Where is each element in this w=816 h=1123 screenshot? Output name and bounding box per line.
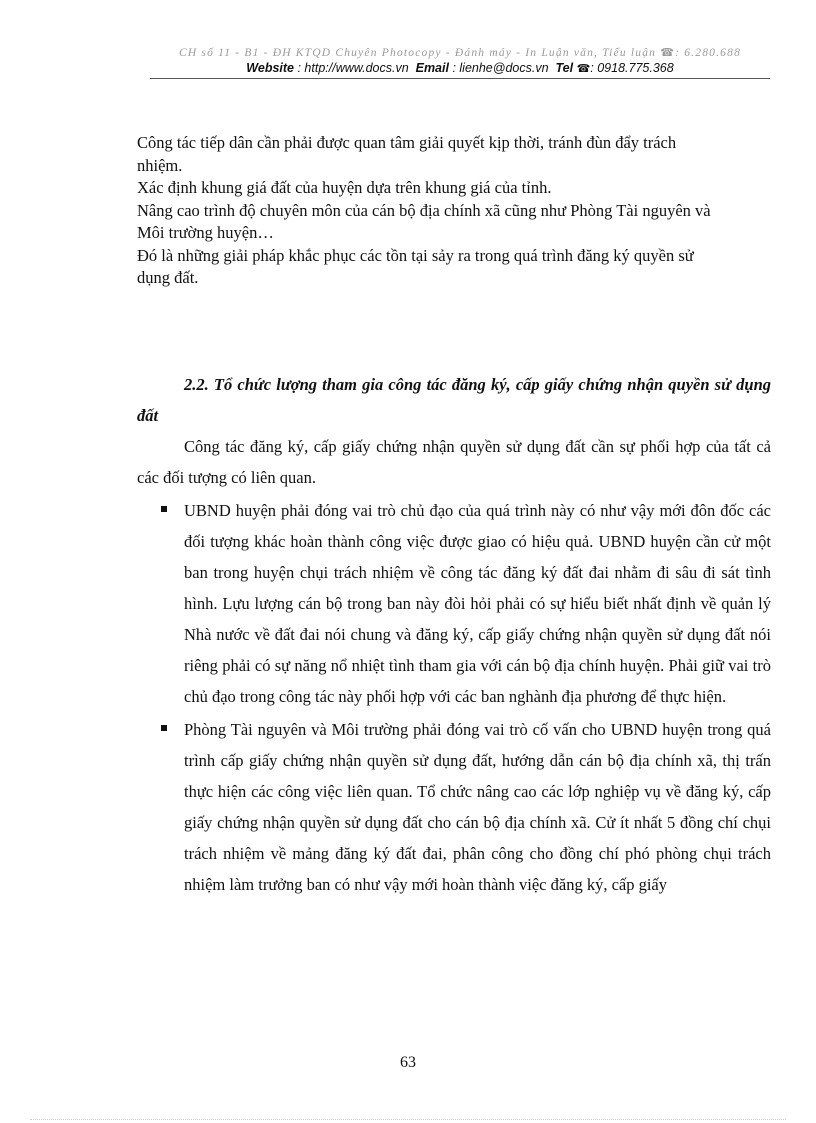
- list-item-text: UBND huyện phải đóng vai trò chủ đạo của quá trình này có như vậy mới đôn đốc các đối tượng khác hoàn thành công việc được giao có hiệu quả. UBND huyện cần cử một ban trong huyện chụi trách nhiệm về công tác đăng ký đất đai nhằm đi sâu đi sát tình hình. Lựu lượng cán bộ trong ban này đòi hỏi phải có sự hiểu biết nhất định về quản lý Nhà nước về đất đai nói chung và đăng ký, cấp giấy chứng nhận quyền sử dụng đất nói riêng phải có sự năng nổ nhiệt tình tham gia với cán bộ địa chính huyện. Phải giữ vai trò chủ đạo trong công tác này phối hợp với các ban nghành địa phương để thực hiện.: [184, 501, 771, 706]
- section-intro: Công tác đăng ký, cấp giấy chứng nhận quyền sử dụng đất cần sự phối hợp của tất cả các đối tượng có liên quan.: [137, 437, 771, 487]
- list-item: [137, 714, 771, 900]
- phone-icon: ☎: [576, 63, 591, 75]
- bullet-list: [137, 495, 771, 900]
- solution-line: Xác định khung giá đất của huyện dựa trên khung giá của tỉnh.: [137, 178, 552, 197]
- list-item-text: Phòng Tài nguyên và Môi trường phải đóng vai trò cố vấn cho UBND huyện trong quá trình cấp giấy chứng nhận quyền sử dụng đất, hướng dẫn cán bộ địa chính xã, thị trấn thực hiện các công việc liên quan. Tổ chức nâng cao các lớp nghiệp vụ về đăng ký, cấp giấy chứng nhận quyền sử dụng đất cho cán bộ địa chính xã. Cử ít nhất 5 đồng chí chụi trách nhiệm về mảng đăng ký đất đai, phân công cho đồng chí phó phòng chụi trách nhiệm làm trưởng ban có như vậy mới hoàn thành việc đăng ký, cấp giấy: [184, 720, 771, 894]
- solution-line: Nâng cao trình độ chuyên môn của cán bộ địa chính xã cũng như Phòng Tài nguyên và Môi trường huyện…: [137, 200, 711, 242]
- website-label: Website: [246, 61, 294, 75]
- footer-divider: [30, 1119, 786, 1120]
- solution-line: Đó là những giải pháp khắc phục các tồn tại sảy ra trong quá trình đăng ký quyền sử dụng đất.: [137, 245, 694, 287]
- header-address-text: CH số 11 - B1 - ĐH KTQD Chuyên Photocopy - Đánh máy - In Luận văn, Tiểu luận: [178, 47, 657, 59]
- page-number: 63: [400, 1054, 416, 1071]
- email-label: Email: [415, 61, 449, 75]
- tel-label: Tel: [555, 61, 574, 75]
- header-contact-line: [150, 61, 770, 77]
- header-address-line: [150, 46, 770, 61]
- solutions-paragraph: [137, 132, 717, 290]
- website-value[interactable]: : http://www.docs.vn: [297, 61, 409, 75]
- bullet-square-icon: [161, 506, 167, 512]
- section-2-2: [137, 369, 771, 900]
- header-phone-text: : 6.280.688: [675, 47, 742, 59]
- header-divider: [150, 78, 770, 79]
- tel-value: : 0918.775.368: [590, 61, 674, 75]
- section-heading: 2.2. Tổ chức lượng tham gia công tác đăng ký, cấp giấy chứng nhận quyền sử dụng đất: [137, 375, 771, 425]
- page-header: [150, 46, 770, 77]
- phone-icon: ☎: [660, 47, 676, 59]
- list-item: [137, 495, 771, 712]
- bullet-square-icon: [161, 725, 167, 731]
- solution-line: Công tác tiếp dân cần phải được quan tâm giải quyết kịp thời, tránh đùn đẩy trách nhiệm.: [137, 133, 677, 175]
- email-value[interactable]: : lienhe@docs.vn: [452, 61, 549, 75]
